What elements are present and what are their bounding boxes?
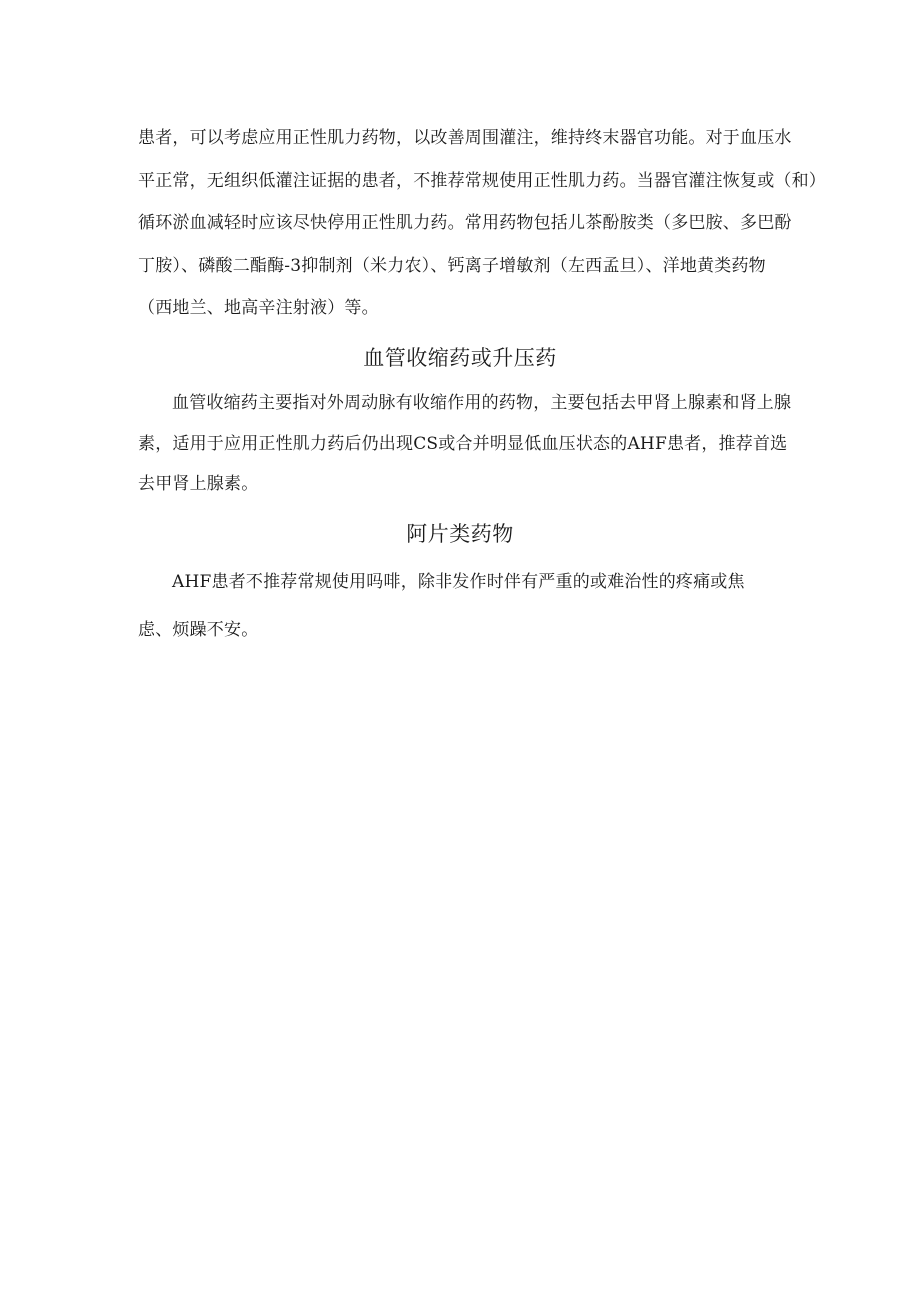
paragraph-line: 平正常，无组织低灌注证据的患者，不推荐常规使用正性肌力药。当器官灌注恢复或（和） [138, 171, 826, 191]
paragraph-line: （西地兰、地高辛注射液）等。 [138, 298, 379, 318]
paragraph-line: 丁胺）、磷酸二酯酶-3抑制剂（米力农）、钙离子增敏剂（左西孟旦）、洋地黄类药物 [138, 256, 766, 276]
section-heading-vasoconstrictors: 血管收缩药或升压药 [363, 346, 557, 370]
paragraph-line: AHF患者不推荐常规使用吗啡，除非发作时伴有严重的或难治性的疼痛或焦 [172, 572, 745, 592]
paragraph-line: 去甲肾上腺素。 [138, 474, 259, 494]
paragraph-line: 虑、烦躁不安。 [138, 620, 259, 640]
paragraph-line: 素，适用于应用正性肌力药后仍出现CS或合并明显低血压状态的AHF患者，推荐首选 [138, 434, 788, 454]
paragraph-line: 血管收缩药主要指对外周动脉有收缩作用的药物，主要包括去甲肾上腺素和肾上腺 [172, 393, 792, 413]
paragraph-line: 患者，可以考虑应用正性肌力药物，以改善周围灌注，维持终末器官功能。对于血压水 [138, 128, 792, 148]
paragraph-line: 循环淤血减轻时应该尽快停用正性肌力药。常用药物包括儿茶酚胺类（多巴胺、多巴酚 [138, 213, 792, 233]
section-heading-opioids: 阿片类药物 [406, 522, 514, 546]
